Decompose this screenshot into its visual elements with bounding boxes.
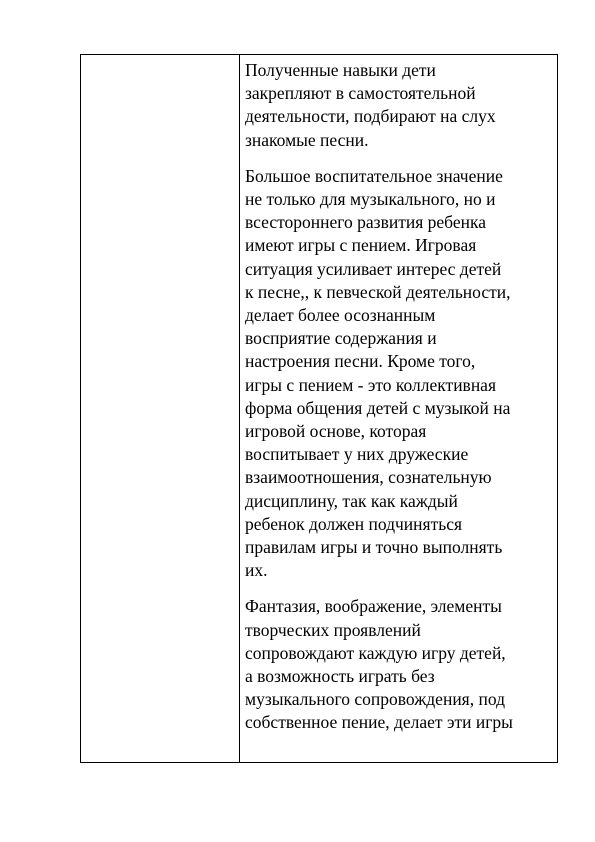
text-line: форма общения детей с музыкой на [245, 397, 511, 418]
text-line: знакомые песни. [245, 129, 369, 150]
text-line: сопровождают каждую игру детей, [245, 642, 506, 663]
text-line: собственное пение, делает эти игры [245, 712, 513, 733]
text-line: восприятие содержания и [245, 328, 437, 349]
content-table [80, 54, 558, 763]
text-line: а возможность играть без [245, 666, 435, 687]
text-line: Полученные навыки дети [245, 60, 436, 80]
table-row [81, 55, 558, 763]
text-line: закрепляют в самостоятельной [245, 83, 476, 104]
text-line: их. [245, 560, 268, 581]
text-cell [240, 55, 558, 763]
text-line: музыкального сопровождения, под [245, 689, 505, 710]
text-line: игровой основе, которая [245, 421, 427, 442]
text-line: Фантазия, воображение, элементы [245, 596, 502, 617]
text-line: к песне,, к певческой деятельности, [245, 281, 511, 302]
empty-left-cell [81, 55, 240, 763]
text-line: всестороннего развития ребенка [245, 212, 486, 233]
text-line: имеют игры с пением. Игровая [245, 235, 477, 256]
text-line: воспитывает у них дружеские [245, 444, 469, 465]
text-line: ребенок должен подчиняться [245, 513, 463, 534]
text-line: настроения песни. Кроме того, [245, 351, 476, 372]
paragraph-3 [245, 595, 551, 734]
paragraph-2 [245, 165, 551, 583]
text-line: дисциплину, так как каждый [245, 490, 458, 511]
text-line: взаимоотношения, сознательную [245, 467, 492, 488]
text-line: деятельности, подбирают на слух [245, 106, 496, 127]
text-line: Большое воспитательное значение [245, 165, 503, 186]
text-line: не только для музыкального, но и [245, 189, 496, 210]
text-line: творческих проявлений [245, 619, 421, 640]
text-line: игры с пением - это коллективная [245, 374, 496, 395]
text-line: правилам игры и точно выполнять [245, 537, 503, 558]
text-line: делает более осознанным [245, 305, 436, 326]
paragraph-1 [245, 59, 551, 152]
text-line: ситуация усиливает интерес детей [245, 258, 502, 279]
